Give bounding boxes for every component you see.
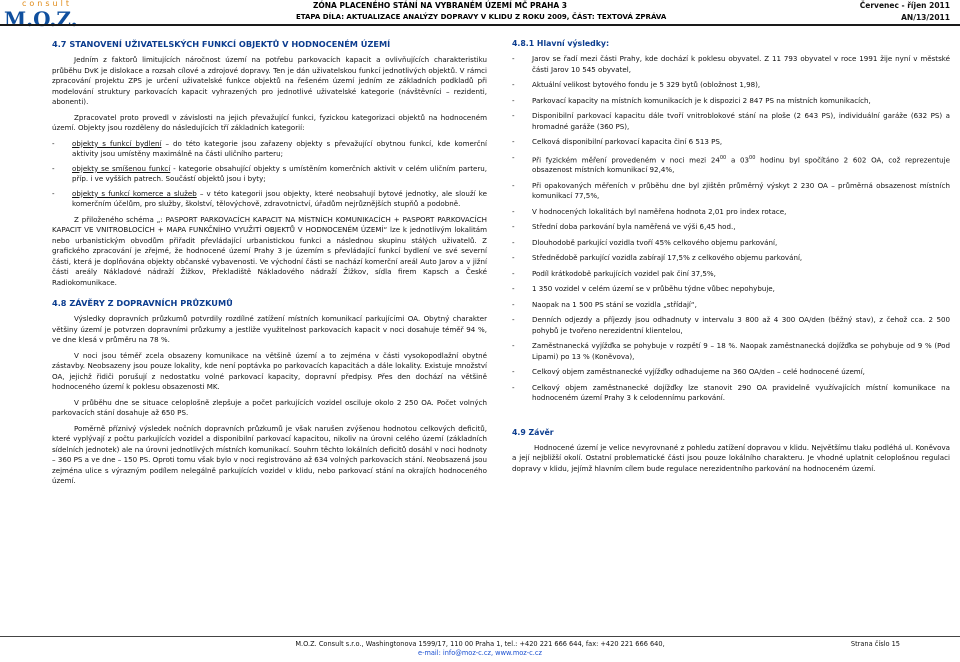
section-4-7-heading: 4.7 STANOVENÍ UŽIVATELSKÝCH FUNKCÍ OBJEKTŮ V HODNOCENÉM ÚZEMÍ <box>52 39 391 49</box>
footer <box>0 640 960 658</box>
footer-divider <box>0 636 960 637</box>
paragraph: Z přiloženého schéma „: PASPORT PARKOVACÍCH KAPACIT NA MÍSTNÍCH KOMUNIKACÍCH + PASPORT PARKOVACÍCH KAPACIT VE VNITROBLOCÍCH + MAPA FUNKČNÍHO VYUŽITÍ OBJEKTŮ V HODNOCENÉM ÚZEMÍ“ lze k jednotlivým lokalitám nebo urbanistickým obvodům přiřadit převládající urbanistickou funkci a následnou skupinu stálých uživatelů. Z grafického zpracování je zřejmé, že hodnocené území Prahy 3 je územím s převládající funkcí bydlení ve své severní části, která je doplňována objekty občanské vybavenosti. Ve východní části se nachází komerční areál Auto Jarov a v jižní části areály Nákladové nádraží Žižkov, Překladiště Nákladového nádraží Žižkov, sídla firem Kapsch a České Radiokomunikace. <box>52 214 487 287</box>
page-number: Strana číslo 15 <box>850 640 900 648</box>
paragraph: Jedním z faktorů limitujících náročnost území na potřebu parkovacích kapacit a ovlivňujících charakteristiku průběhu DvK je dislokace a rozsah cílové a zdrojové dopravy. Ten je dán uživatelskou funkcí jednotlivých objektů. V rámci zpracování projektu ZPS je určení uživatelské funkce objektů na řešeném území jedním ze základních podkladů při modelování struktury parkovacích kapacit vyhrazených pro jednotlivé uživatelské kategorie (návštěvníci – rezidenti, abonenti). <box>52 55 487 106</box>
result-item: - Střednědobě parkující vozidla zabírají 17,5% z celkového objemu parkování, <box>512 253 803 263</box>
result-item: - Celková disponibilní parkovací kapacita činí 6 513 PS, <box>512 137 723 146</box>
header-code: AN/13/2011 <box>901 13 950 22</box>
result-item: - Podíl krátkodobě parkujících vozidel pak činí 37,5%, <box>512 268 716 278</box>
section-4-8-heading: 4.8 ZÁVĚRY Z DOPRAVNÍCH PRŮZKUMŮ <box>52 298 233 308</box>
category-list <box>52 139 487 210</box>
logo-moz-text: M.O.Z. <box>4 7 78 31</box>
header-divider <box>0 24 960 26</box>
footer-address: M.O.Z. Consult s.r.o., Washingtonova 1599/17, 110 00 Praha 1, tel.: +420 221 666 644, fax: +420 221 666 640, <box>295 640 665 648</box>
list-item: - objekty s funkcí bydlení – do této kategorie jsou zařazeny objekty s převažující obytnou funkcí, kde komerční aktivity jsou umístěny maximálně na části uličního parteru; <box>52 138 487 158</box>
result-item: - Naopak na 1 500 PS stání se vozidla „střídají“, <box>512 299 697 309</box>
paragraph: Zpracovatel proto provedl v závislosti na jejich převažující funkci, fyzickou kategorizaci objektů na hodnoceném území. Objekty jsou rozděleny do následujících tří základních kategorií: <box>52 112 487 132</box>
paragraph: Výsledky dopravních průzkumů potvrdily rozdílné zatížení místních komunikací parkujícími OA. Obytný charakter většiny území je potvrzen dopravními průzkumy a jestliže využitelnost parkovacích kapacit v noci dosahuje téměř 94 %, ve dne klesá v průměru na 78 %. <box>52 314 487 344</box>
header-etapa: ETAPA DÍLA: AKTUALIZACE ANALÝZY DOPRAVY V KLIDU Z ROKU 2009, ČÁST: TEXTOVÁ ZPRÁVA <box>296 13 667 21</box>
list-item: - objekty s funkcí komerce a služeb – v této kategorii jsou objekty, které neobsahují bytové jednotky, ale slouží ke komerčním účelům, pro služby, školství, tělovýchově, zdravotnictví, úřadům nejrůznějších stupňů a podobně. <box>52 188 487 208</box>
footer-contact-link[interactable]: e-mail: info@moz-c.cz, www.moz-c.cz <box>418 649 542 657</box>
result-item: - Při fyzickém měření provedeném v noci mezi $24^{00}$ a $03^{00}$ hodinu byl spočítáno 2 602 OA, což reprezentuje obsazenost místních komunikací 92,4%, <box>512 152 950 175</box>
result-item: - Střední doba parkování byla naměřená ve výši 6,45 hod., <box>512 222 736 232</box>
section-4-9-heading: 4.9 Závěr <box>512 427 554 437</box>
result-item: - V hodnocených lokalitách byl naměřena hodnota 2,01 pro index rotace, <box>512 206 787 216</box>
paragraph: V noci jsou téměř zcela obsazeny komunikace na většině území a to zejména v části vysokopodlažní obytné zástavby. Neobsazeny jsou pouze lokality, kde není poptávka po parkovacích kapacitách a dále lokality. Existuje množství OA, jejichž řidiči porušují z nedostatku volné parkovací kapacity, dopravní předpisy. Přes den dochází na většině hodnoceného území k poklesu obsazenosti MK. <box>52 350 487 391</box>
result-item: - Disponibilní parkovací kapacitu dále tvoří vnitroblokové stání na ploše (2 643 PS), individuální garáže (632 PS) a hromadné garáže (360 PS), <box>512 111 950 131</box>
paragraph: V průběhu dne se situace celoplošně zlepšuje a počet parkujících vozidel osciluje okolo 2 250 OA. Počet volných parkovacích stání dosahuje až 650 PS. <box>52 397 487 417</box>
result-item: - Dlouhodobě parkující vozidla tvoří 45% celkového objemu parkování, <box>512 237 778 247</box>
result-item: - Parkovací kapacity na místních komunikacích je k dispozici 2 847 PS na místních komunikacích, <box>512 95 871 105</box>
result-item: - Zaměstnanecká vyjížďka se pohybuje v rozpětí 9 – 18 %. Naopak zaměstnanecká dojížďka se pohybuje od 9 % (Pod Lipami) po 13 % (Koněvova), <box>512 341 950 361</box>
paragraph: Hodnocené území je velice nevyrovnané z pohledu zatížení dopravou v klidu. Největšímu tlaku podléhá ul. Koněvova a její nejbližší okolí. Ostatní problematické části jsou pouze lokálního charakteru. Je vhodné uplatnit celoplošnou regulaci dopravy v klidu, jejímž hlavním cílem bude regulace nerezidentního parkování na hodnoceném území. <box>512 442 950 473</box>
results-list <box>512 54 950 404</box>
result-item: - Celkový objem zaměstnanecké dojížďky lze stanovit 290 OA pravidelně využívajících místní komunikace na hodnoceném území Prahy 3 k celodennímu parkování. <box>512 382 950 403</box>
result-item: - 1 350 vozidel v celém území se v průběhu týdne vůbec nepohybuje, <box>512 284 775 294</box>
section-4-8-1-heading: 4.8.1 Hlavní výsledky: <box>512 39 610 48</box>
result-item: - Jarov se řadí mezi části Prahy, kde dochází k poklesu obyvatel. Z 11 793 obyvatel v roce 1991 žije nyní v městské části Jarov 10 545 obyvatel, <box>512 54 950 74</box>
header-date: Červenec - říjen 2011 <box>859 1 950 10</box>
result-item: - Při opakovaných měřeních v průběhu dne byl zjištěn průměrný výskyt 2 230 OA – průměrná obsazenost místních komunikací 77,5%, <box>512 180 950 201</box>
result-item: - Aktuální velikost bytového fondu je 5 329 bytů (obložnost 1,98), <box>512 80 761 89</box>
result-item: - Celkový objem zaměstnanecké vyjížďky odhadujeme na 360 OA/den – celé hodnocené území, <box>512 367 865 377</box>
header-zone-title: ZÓNA PLACENÉHO STÁNÍ NA VYBRANÉM ÚZEMÍ MČ PRAHA 3 <box>312 1 568 10</box>
logo-consult-text: consult <box>22 0 72 8</box>
list-item: - objekty se smíšenou funkcí - kategorie obsahující objekty s umístěním komerčních aktivit v celém uličním parteru, příp. i ve vyšších patrech. Součástí objektů jsou i byty; <box>52 163 488 183</box>
left-column <box>52 38 487 487</box>
paragraph: Poměrně příznivý výsledek nočních dopravních průzkumů je však narušen zvýšenou hodnotou celkových deficitů, které vyplývají z počtu parkujících vozidel a disponibilní parkovací kapacitou, nikoliv na úrovni celého území (základních sídelních jednotek) ale na úrovni jednotlivých místních komunikací. Souhrn těchto lokálních deficitů dosáhl v noci hodnoty – 360 PS a ve dne – 150 PS. Oproti tomu však bylo v noci registrováno až 634 volných parkovacích stání. Neobsazená jsou zejména ulice s výrazným podílem nelegálně parkujících vozidel v klidu, nebo parkovací stání na okrajích hodnoceného území. <box>52 423 487 485</box>
result-item: - Denních odjezdy a příjezdy jsou odhadnuty v intervalu 3 800 až 4 300 OA/den (běžný stav), z čehož cca. 2 500 pohybů je tvořeno nerezidentní klientelou, <box>512 315 950 335</box>
right-column <box>512 38 950 474</box>
